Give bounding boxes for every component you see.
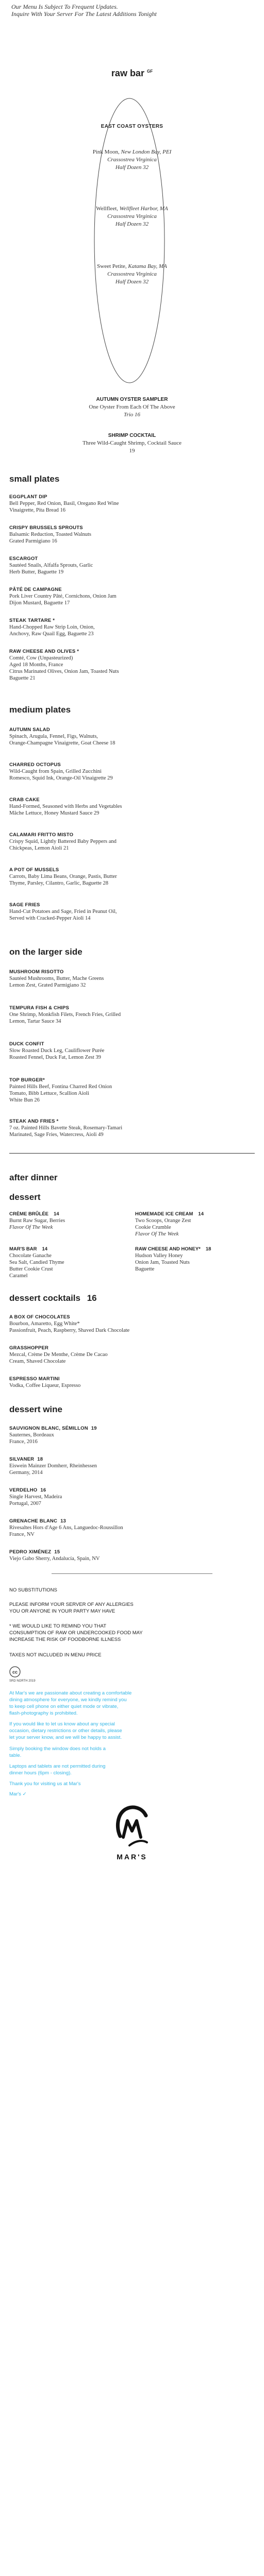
gf-mark: GF — [146, 69, 153, 74]
allergy-line: YOU OR ANYONE IN YOUR PARTY MAY HAVE — [9, 1608, 116, 1614]
item-price: 18 — [37, 1456, 43, 1462]
oyster-item — [0, 205, 264, 228]
booking-notice — [9, 1745, 164, 1759]
shrimp-name: SHRIMP COCKTAIL — [108, 433, 156, 438]
item-desc: Hand-Chopped Raw Strip Loin, Onion, — [9, 624, 95, 630]
item-name: STEAK TARTARE * — [9, 618, 55, 623]
cyan-line: occasion, dietary restrictions or other details, please — [9, 1728, 122, 1734]
item-name: CALAMARI FRITTO MISTO — [9, 832, 74, 838]
occasion-notice — [9, 1721, 164, 1741]
menu-item — [9, 648, 164, 682]
item-name: GRASSHOPPER — [9, 1345, 49, 1351]
item-name: TOP BURGER* — [9, 1077, 45, 1083]
menu-item — [9, 726, 164, 747]
svg-text:cc: cc — [12, 1669, 18, 1675]
item-desc: Onion Jam, Toasted Nuts — [135, 1260, 190, 1265]
item-desc: Cream, Shaved Chocolate — [9, 1359, 66, 1364]
item-name: MUSHROOM RISOTTO — [9, 969, 64, 975]
item-desc: Butter Cookie Crust — [9, 1266, 53, 1272]
item-desc: Chocolate Ganache — [9, 1253, 52, 1259]
item-desc: Vodka, Coffee Liqueur, Espresso — [9, 1383, 81, 1388]
item-desc: France, 2016 — [9, 1439, 38, 1445]
mars-logo-icon — [114, 1805, 150, 1849]
wine-item — [9, 1456, 164, 1476]
item-price: 19 — [91, 1426, 97, 1431]
item-name: RAW CHEESE AND HONEY* — [135, 1246, 201, 1252]
item-desc: Hand-Formed, Seasoned with Herbs and Vegetables — [9, 804, 122, 809]
item-name: A POT OF MUSSELS — [9, 867, 59, 873]
raw-bar-title — [0, 68, 264, 79]
item-price: 16 — [40, 1487, 46, 1493]
item-desc: Burnt Raw Sugar, Berries — [9, 1218, 65, 1224]
item-desc: 7 oz. Painted Hills Bavette Steak, Rosemary-Tamari — [9, 1125, 123, 1131]
item-desc: Flavor Of The Week — [135, 1231, 179, 1237]
shrimp-price: 19 — [129, 448, 135, 454]
oyster-name: Sweet Petite, — [97, 263, 127, 269]
menu-item — [9, 761, 164, 782]
cyan-line: to keep cell phone on either quiet mode or vibrate, — [9, 1704, 119, 1709]
oyster-origin: Wellfleet Harbor, MA — [119, 206, 168, 212]
item-desc: Crispy Squid, Lightly Battered Baby Peppers and — [9, 839, 117, 844]
menu-item — [9, 902, 164, 922]
item-name: SAUVIGNON BLANC, SÉMILLON — [9, 1426, 88, 1431]
wine-item — [9, 1549, 164, 1562]
item-desc: Tomato, Bibb Lettuce, Scallion Aioli — [9, 1091, 89, 1096]
item-desc: One Shrimp, Monkfish Filets, French Fries, Grilled — [9, 1012, 121, 1018]
item-desc: Mezcal, Crème De Menthe, Crème De Cacao — [9, 1352, 108, 1358]
item-desc: Viejo Gabo Sherry, Andalucía, Spain, NV — [9, 1556, 100, 1562]
cyan-line: Laptops and tablets are not permitted during — [9, 1764, 106, 1769]
dessert-title: dessert — [9, 1192, 41, 1202]
item-price: 13 — [60, 1518, 67, 1524]
item-desc: Hudson Valley Honey — [135, 1253, 183, 1259]
item-desc: White Bun 26 — [9, 1097, 40, 1103]
item-desc: Mâche Lettuce, Honey Mustard Sauce 29 — [9, 810, 100, 816]
warning-line: * WE WOULD LIKE TO REMIND YOU THAT — [9, 1623, 107, 1629]
menu-item — [9, 586, 164, 606]
item-desc: Rivesaltes Hors d'Age 6 Ans, Languedoc-Roussillon — [9, 1525, 123, 1531]
warning-line: CONSUMPTION OF RAW OR UNDERCOOKED FOOD MAY — [9, 1630, 143, 1636]
item-desc: Citrus Marinated Olives, Onion Jam, Toasted Nuts — [9, 669, 119, 674]
item-desc: Romesco, Squid Ink, Orange-Oil Vinaigrette 29 — [9, 775, 113, 781]
oyster-price: Half Dozen 32 — [115, 221, 149, 227]
item-name: AUTUMN SALAD — [9, 727, 50, 733]
item-desc: Spinach, Arugula, Fennel, Figs, Walnuts, — [9, 734, 98, 739]
east-coast-oysters-heading: EAST COAST OYSTERS — [101, 124, 163, 129]
item-desc: Flavor Of The Week — [9, 1225, 53, 1230]
item-desc: France, NV — [9, 1532, 35, 1537]
item-desc: Served with Cracked-Pepper Aioli 14 — [9, 916, 91, 921]
oyster-price: Half Dozen 32 — [115, 279, 149, 285]
item-name: VERDELHO — [9, 1487, 38, 1493]
item-desc: Slow Roasted Duck Leg, Cauliflower Purée — [9, 1048, 105, 1054]
item-name: EGGPLANT DIP — [9, 494, 47, 500]
item-name: MAR'S BAR — [9, 1246, 37, 1252]
item-desc: Portugal, 2007 — [9, 1501, 41, 1506]
item-desc: Bell Pepper, Red Onion, Basil, Oregano Red Wine — [9, 501, 119, 506]
menu-item — [9, 1005, 164, 1025]
item-desc: Orange-Champagne Vinaigrette, Goat Cheese 18 — [9, 740, 116, 746]
item-desc: Wild-Caught from Spain, Grilled Zucchini — [9, 769, 102, 774]
laptop-notice — [9, 1763, 164, 1776]
item-desc: Marinated, Sage Fries, Watercress, Aioli 49 — [9, 1132, 104, 1138]
item-name: CHARRED OCTOPUS — [9, 762, 61, 768]
cell-phone-notice — [9, 1690, 164, 1717]
oyster-circle-frame — [93, 96, 166, 385]
item-desc: Caramel — [9, 1273, 28, 1279]
sampler-price: Trio 16 — [123, 412, 141, 418]
oyster-name: Pink Moon, — [92, 149, 120, 155]
item-desc: Sea Salt, Candied Thyme — [9, 1260, 64, 1265]
item-desc: Painted Hills Beef, Fontina Charred Red Onion — [9, 1084, 112, 1090]
item-desc: Baguette 21 — [9, 675, 36, 681]
item-desc: Sauternes, Bordeaux — [9, 1432, 54, 1438]
item-name: CRISPY BRUSSELS SPROUTS — [9, 525, 83, 531]
item-name: SILVANER — [9, 1456, 35, 1462]
cocktail-item — [9, 1376, 164, 1389]
cyan-line: dining atmosphere for everyone, we kindly remind you — [9, 1697, 127, 1703]
item-desc: Passionfruit, Peach, Raspberry, Shaved Dark Chocolate — [9, 1328, 130, 1333]
logo-wordmark: MAR'S — [117, 1853, 147, 1861]
menu-item — [9, 524, 164, 545]
warning-line: INCREASE THE RISK OF FOODBORNE ILLNESS — [9, 1637, 121, 1642]
raw-food-warning — [9, 1623, 195, 1643]
dessert-item — [9, 1211, 123, 1231]
menu-item — [9, 832, 164, 852]
item-name: GRENACHE BLANC — [9, 1518, 58, 1524]
item-price: 14 — [198, 1211, 204, 1217]
menu-item — [9, 555, 164, 575]
item-price: 18 — [205, 1246, 211, 1252]
wine-item — [9, 1518, 164, 1538]
item-desc: Hand-Cut Potatoes and Sage, Fried in Peanut Oil, — [9, 909, 117, 914]
oyster-species: Crassostrea Virginica — [107, 271, 157, 277]
menu-item — [9, 796, 164, 817]
menu-item — [9, 1118, 164, 1138]
shrimp-cocktail — [0, 432, 264, 455]
item-desc: Baguette — [135, 1266, 155, 1272]
item-desc: Aged 18 Months, France — [9, 662, 63, 668]
section-divider — [9, 1153, 255, 1154]
raw-bar-title-text: raw bar — [111, 68, 144, 78]
menu-item — [9, 617, 164, 637]
item-desc: Pork Liver Country Pâté, Cornichons, Onion Jam — [9, 594, 117, 599]
sampler-name: AUTUMN OYSTER SAMPLER — [96, 397, 168, 402]
oyster-name: Wellfleet, — [96, 206, 119, 212]
menu-item — [9, 1077, 164, 1104]
item-desc: Herb Butter, Baguette 19 — [9, 569, 64, 575]
item-price: 14 — [54, 1211, 59, 1217]
dessert-item — [9, 1246, 123, 1279]
item-desc: Comté, Cow (Unpasteurized) — [9, 655, 73, 661]
item-name: CRAB CAKE — [9, 797, 40, 803]
item-desc: Sautéed Mushrooms, Butter, Mache Greens — [9, 976, 104, 981]
item-desc: Single Harvest, Madeira — [9, 1494, 62, 1500]
no-substitutions: NO SUBSTITUTIONS — [9, 1587, 57, 1593]
cocktail-item — [9, 1345, 164, 1365]
item-name: CRÈME BRÛLÉE — [9, 1211, 49, 1217]
item-price: 15 — [54, 1549, 60, 1555]
item-name: DUCK CONFIT — [9, 1041, 44, 1047]
mars-signoff: Mar's ✓ — [9, 1791, 27, 1797]
dessert-cocktails-title-text: dessert cocktails — [9, 1293, 80, 1303]
notice-line-2: Inquire With Your Server For The Latest Additions Tonight — [11, 10, 157, 18]
menu-item — [9, 867, 164, 887]
oyster-item — [0, 148, 264, 172]
small-plates-title: small plates — [9, 474, 60, 484]
item-desc: Carrots, Baby Lima Beans, Orange, Pastis, Butter — [9, 874, 117, 879]
item-name: PÂTÉ DE CAMPAGNE — [9, 587, 62, 592]
menu-item — [9, 1041, 164, 1061]
oyster-origin: Katama Bay, MA — [128, 263, 167, 269]
update-notice — [11, 3, 254, 18]
oyster-sampler — [0, 396, 264, 419]
item-desc: Lemon Zest, Grated Parmigiano 32 — [9, 982, 86, 988]
allergy-notice — [9, 1601, 195, 1615]
item-desc: Two Scoops, Orange Zest — [135, 1218, 191, 1224]
item-desc: Germany, 2014 — [9, 1470, 43, 1476]
cyan-line: table. — [9, 1753, 22, 1758]
item-desc: Chickpeas, Lemon Aioli 21 — [9, 845, 69, 851]
cc-icon — [9, 1666, 21, 1680]
after-dinner-title: after dinner — [9, 1173, 58, 1182]
item-desc: Anchovy, Raw Quail Egg, Baguette 23 — [9, 631, 94, 637]
dessert-wine-title: dessert wine — [9, 1404, 62, 1414]
shrimp-desc: Three Wild-Caught Shrimp, Cocktail Sauce — [82, 440, 182, 446]
item-desc: Vinaigrette, Pita Bread 16 — [9, 507, 66, 513]
item-desc: Bourbon, Amaretto, Egg White* — [9, 1321, 80, 1327]
wine-item — [9, 1487, 164, 1507]
dessert-cocktails-title — [9, 1293, 97, 1303]
cyan-line: At Mar's we are passionate about creating a comfortable — [9, 1690, 132, 1696]
item-name: ESPRESSO MARTINI — [9, 1376, 60, 1382]
item-name: HOMEMADE ICE CREAM — [135, 1211, 193, 1217]
menu-item — [9, 969, 164, 989]
dessert-cocktails-price: 16 — [87, 1293, 97, 1303]
item-name: PEDRO XIMÉNEZ — [9, 1549, 52, 1555]
cyan-line: flash-photography is prohibited. — [9, 1710, 78, 1716]
cc-text: SRD NORTH 2019 — [9, 1680, 36, 1683]
item-name: A BOX OF CHOCOLATES — [9, 1314, 70, 1320]
cocktail-item — [9, 1314, 164, 1334]
cyan-line: Simply booking the window does not holds a — [9, 1746, 106, 1752]
oyster-species: Crassostrea Virginica — [107, 213, 157, 219]
item-desc: Cookie Crumble — [135, 1225, 171, 1230]
larger-side-title: on the larger side — [9, 947, 82, 957]
item-price: 14 — [42, 1246, 48, 1252]
medium-plates-title: medium plates — [9, 705, 71, 715]
item-desc: Sautéed Snails, Alfalfa Sprouts, Garlic — [9, 563, 93, 568]
cyan-line: dinner hours (6pm - closing). — [9, 1770, 72, 1776]
item-name: SAGE FRIES — [9, 902, 40, 908]
item-desc: Dijon Mustard, Baguette 17 — [9, 600, 70, 606]
sampler-desc: One Oyster From Each Of The Above — [89, 404, 175, 410]
item-name: RAW CHEESE AND OLIVES * — [9, 649, 79, 654]
menu-item — [9, 494, 164, 514]
item-name: ESCARGOT — [9, 556, 38, 562]
dessert-item — [135, 1211, 249, 1238]
notice-line-1: Our Menu Is Subject To Frequent Updates. — [11, 3, 118, 10]
cyan-line: let your server know, and we will be happy to assist. — [9, 1735, 122, 1740]
item-desc: Lemon, Tartar Sauce 34 — [9, 1019, 61, 1024]
thanks-notice: Thank you for visiting us at Mar's — [9, 1781, 81, 1787]
taxes-notice: TAXES NOT INCLUDED IN MENU PRICE — [9, 1652, 102, 1658]
item-desc: Balsamic Reduction, Toasted Walnuts — [9, 532, 92, 537]
dessert-item — [135, 1246, 249, 1273]
oyster-item — [0, 263, 264, 286]
item-desc: Grated Parmigiano 16 — [9, 538, 57, 544]
wine-item — [9, 1425, 164, 1445]
allergy-line: PLEASE INFORM YOUR SERVER OF ANY ALLERGIES — [9, 1602, 134, 1607]
item-desc: Eiswein Mainzer Domherr, Rheinhessen — [9, 1463, 97, 1469]
item-desc: Thyme, Parsley, Cilantro, Garlic, Baguette 28 — [9, 880, 109, 886]
cyan-line: If you would like to let us know about any special — [9, 1721, 115, 1727]
oyster-species: Crassostrea Virginica — [107, 157, 157, 163]
footer-divider — [52, 1573, 212, 1574]
oyster-price: Half Dozen 32 — [115, 164, 149, 171]
item-name: TEMPURA FISH & CHIPS — [9, 1005, 70, 1011]
item-desc: Roasted Fennel, Duck Fat, Lemon Zest 39 — [9, 1055, 101, 1060]
item-name: STEAK AND FRIES * — [9, 1118, 59, 1124]
oyster-origin: New London Bay, PEI — [121, 149, 172, 155]
